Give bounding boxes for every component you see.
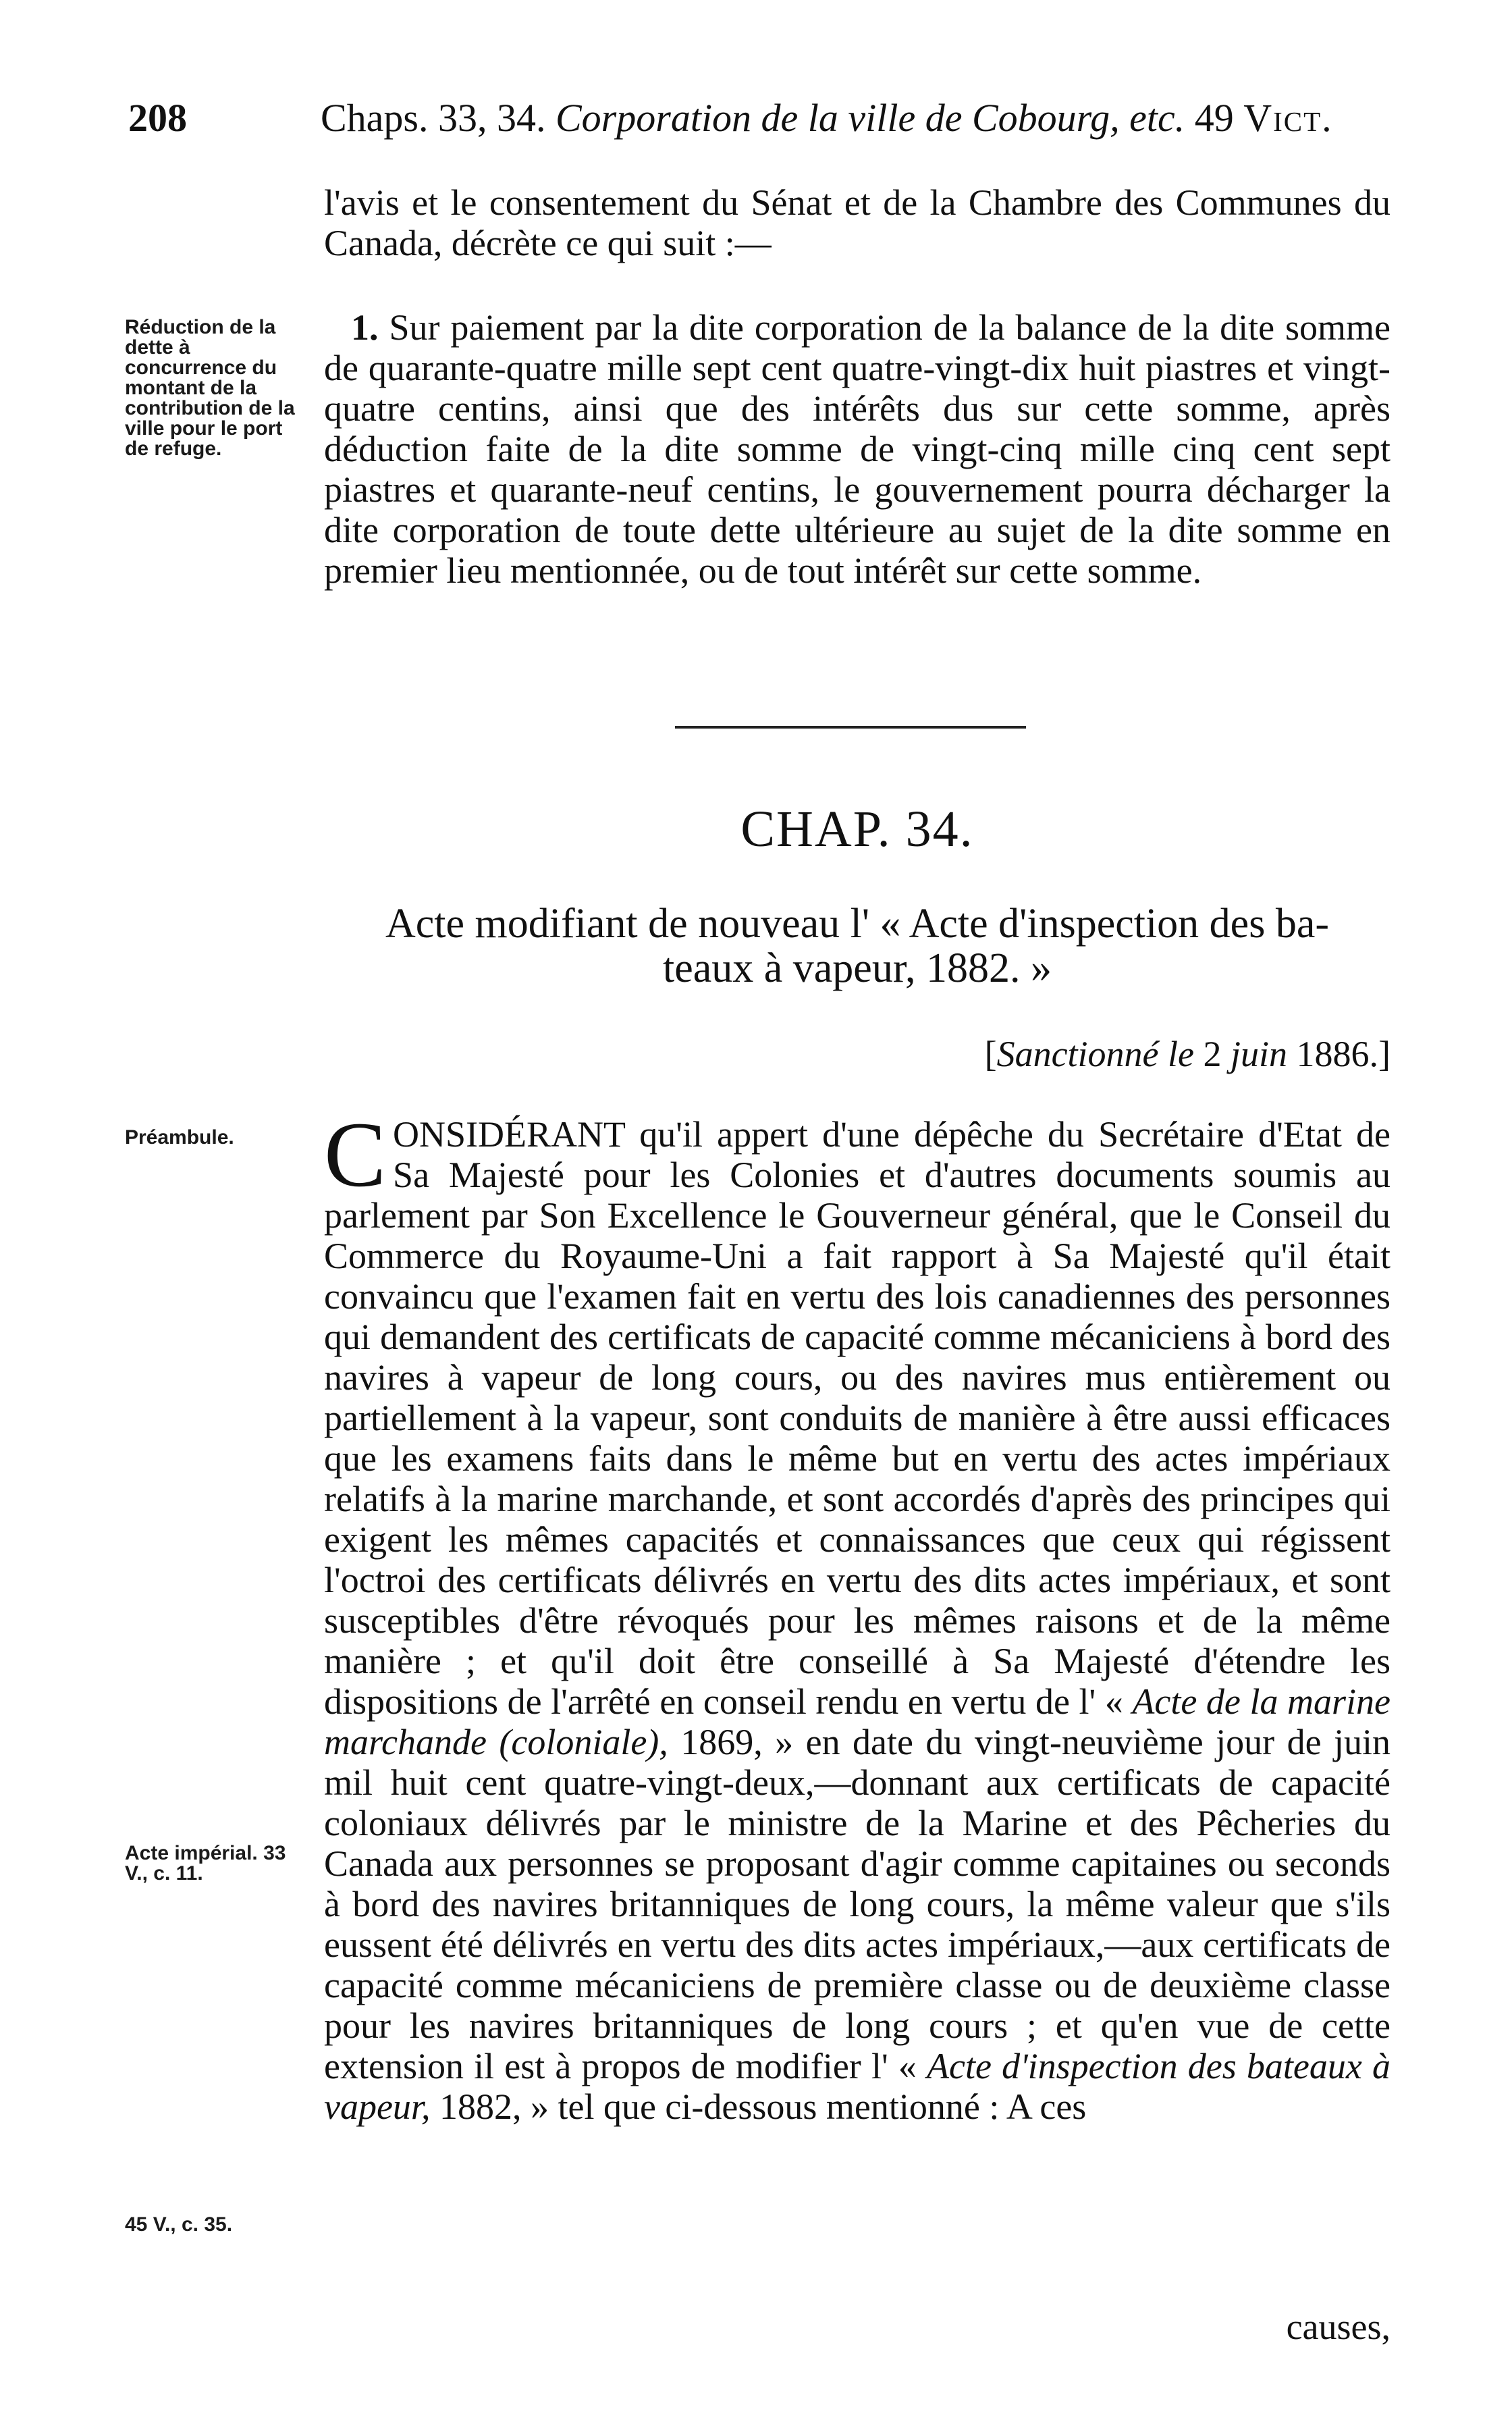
act-title xyxy=(324,901,1390,991)
margin-note-imperial-act: Acte impérial. 33 V., c. 11. xyxy=(125,1842,286,1885)
intro-text: l'avis et le consentement du Sénat et de la Chambre des Communes du Canada, décrète ce qui suit :— xyxy=(324,182,1390,263)
section-1-text: Sur paiement par la dite corporation de la balance de la dite somme de quarante-quatre mille sept cent quatre-vingt-dix huit piastres et vingt-quatre centins, ainsi que des intérêts dus sur cette somme, après déduction faite de la dite somme de vingt-cinq mille cinq cent sept piastres et quarante-neuf centins, le gouvernement pourra décharger la dite corporation de toute dette ultérieure au sujet de la dite somme en premier lieu mentionnée, ou de tout intérêt sur cette somme. xyxy=(324,307,1390,591)
running-prefix: Chaps. 33, 34. xyxy=(321,96,546,140)
preamble-paragraph xyxy=(324,1103,1391,2127)
act-title-line-1: Acte modifiant de nouveau l' « Acte d'inspection des ba- xyxy=(385,901,1329,947)
running-reign: Vict. xyxy=(1243,96,1333,140)
sanction-date: [Sanctionné le 2 juin 1886.] xyxy=(984,1034,1390,1074)
margin-note-reduction: Réduction de la dette à concurrence du montant de la contribution de la ville pour le port de refuge. xyxy=(125,316,295,460)
intro-paragraph xyxy=(324,182,1390,263)
sanction-month: juin xyxy=(1231,1034,1288,1074)
catchword: causes, xyxy=(1286,2307,1390,2347)
running-title-italic: Corporation de la ville de Cobourg, etc. xyxy=(556,96,1185,140)
sanction-day: 2 xyxy=(1203,1034,1222,1074)
preamble-part-3: 1882, » tel que ci-dessous mentionné : A ces xyxy=(439,2086,1087,2127)
act-title-line-2: teaux à vapeur, 1882. » xyxy=(663,945,1052,991)
preamble-italic-1: Acte de la marine marchande (coloniale), xyxy=(324,1681,1390,1762)
section-divider xyxy=(675,726,1026,729)
sanction-label: Sanctionné le xyxy=(996,1034,1194,1074)
margin-note-preamble: Préambule. xyxy=(125,1126,234,1149)
section-1-number: 1. xyxy=(351,307,379,348)
section-1 xyxy=(324,307,1390,591)
chapter-title: CHAP. 34. xyxy=(740,801,974,858)
preamble xyxy=(324,1103,1391,2127)
running-header xyxy=(115,81,1418,155)
sanction-year: 1886. xyxy=(1296,1034,1379,1074)
preamble-part-1: ONSIDÉRANT qu'il appert d'une dépêche du Secrétaire d'Etat de Sa Majesté pour les Colonies et d'autres documents soumis au parlement par Son Excellence le Gouverneur général, que le Conseil du Commerce du Royaume-Uni a fait rapport à Sa Majesté qu'il était convaincu que l'examen fait en vertu des lois canadiennes des personnes qui demandent des certificats de capacité comme mécaniciens à bord des navires à vapeur de long cours, ou des navires mus entièrement ou partiellement à la vapeur, sont conduits de manière à être aussi efficaces que les examens faits dans le même but en vertu des actes impériaux relatifs à la marine marchande, et sont accordés d'après des principes qui exigent les mêmes capacités et connaissances que ceux qui régissent l'octroi des certificats délivrés en vertu des dits actes impériaux, et sont susceptibles d'être révoqués pour les mêmes raisons et de la même manière ; et qu'il doit être conseillé à Sa Majesté d'étendre les dispositions de l'arrêté en conseil rendu en vertu de l' « xyxy=(324,1114,1390,1722)
running-year: 49 xyxy=(1194,96,1234,140)
preamble-part-2: 1869, » en date du vingt-neuvième jour de juin mil huit cent quatre-vingt-deux,—donnant aux certificats de capacité coloniaux délivrés par le ministre de la Marine et des Pêcheries du Canada aux personnes se proposant d'agir comme capitaines ou seconds à bord des navires britanniques de long cours, la même valeur que s'ils eussent été délivrés en vertu des dits actes impériaux,—aux certificats de capacité comme mécaniciens de première classe ou de deuxième classe pour les navires britanniques de long cours ; et qu'en vue de cette extension il est à propos de modifier l' « xyxy=(324,1722,1390,2086)
running-title xyxy=(321,81,1333,155)
drop-cap: C xyxy=(324,1103,387,1206)
margin-note-45v: 45 V., c. 35. xyxy=(125,2213,233,2236)
page-number: 208 xyxy=(128,96,187,140)
section-1-paragraph xyxy=(324,307,1390,591)
preamble-italic-2: Acte d'inspection des bateaux à vapeur, xyxy=(324,2046,1391,2127)
